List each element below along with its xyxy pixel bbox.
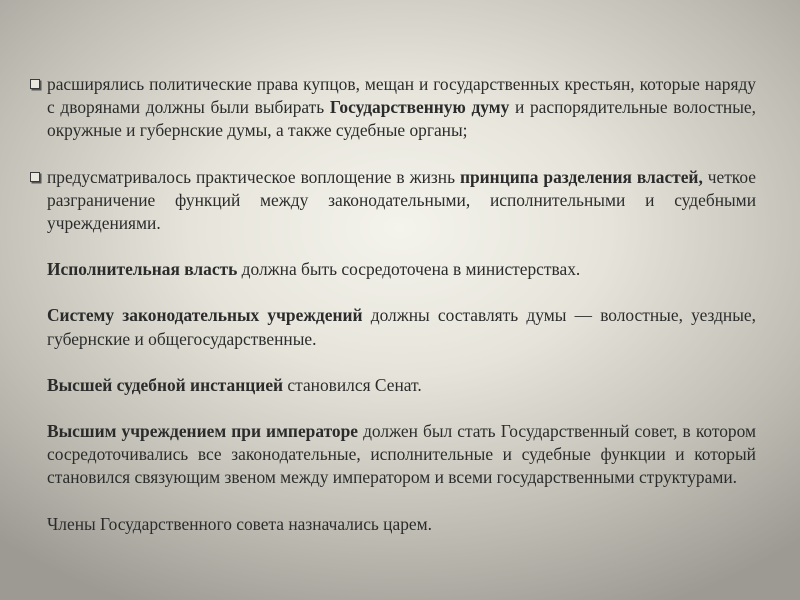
bullet-item-separation-of-powers	[30, 166, 756, 236]
bullet-text: расширялись политические права купцов, мещан и государственных крестьян, которые наряду с дворянами должны были выбирать	[47, 74, 756, 118]
paragraph-judicial-instance	[30, 374, 756, 397]
spacer	[30, 281, 756, 304]
bullet-text: предусматривалось практическое воплощение в жизнь	[47, 166, 460, 187]
paragraph-text: Члены Государственного совета назначались царем.	[47, 513, 432, 534]
spacer	[30, 490, 756, 513]
paragraph-bold-text: Высшей судебной инстанцией	[47, 374, 284, 395]
checkbox-bullet-icon	[30, 79, 40, 89]
paragraph-legislative-system	[30, 304, 756, 350]
paragraph-text: должны составлять думы — волостные, уездные, губернские и общегосударственные.	[47, 305, 756, 349]
spacer	[30, 235, 756, 258]
bullet-text: и распорядительные волостные, окружные и губернские думы, а также судебные органы;	[47, 97, 756, 141]
paragraph-text: становился Сенат.	[283, 374, 422, 395]
bullet-bold-text: принципа разделения властей,	[459, 166, 703, 187]
paragraph-state-council	[30, 420, 756, 490]
bullet-text: четкое разграничение функций между законодательными, исполнительными и судебными учреждениями.	[47, 166, 756, 234]
paragraph-executive-power	[30, 258, 756, 281]
paragraph-council-members	[30, 513, 756, 536]
bullet-item-political-rights	[30, 73, 756, 143]
paragraph-text: должна быть сосредоточена в министерствах.	[237, 259, 581, 280]
paragraph-bold-text: Систему законодательных учреждений	[47, 305, 363, 326]
bullet-bold-text: Государственную думу	[329, 97, 510, 118]
paragraph-bold-text: Высшим учреждением при императоре	[47, 421, 358, 442]
spacer	[30, 351, 756, 374]
spacer	[30, 143, 756, 166]
spacer	[30, 397, 756, 420]
checkbox-bullet-icon	[30, 172, 40, 182]
paragraph-bold-text: Исполнительная власть	[47, 259, 238, 280]
paragraph-text: должен был стать Государственный совет, в котором сосредоточивались все законодательные, исполнительные и судебные функции и который становился связующим звеном между императором и всеми государственными структурами.	[47, 421, 756, 488]
slide-content	[30, 73, 756, 536]
